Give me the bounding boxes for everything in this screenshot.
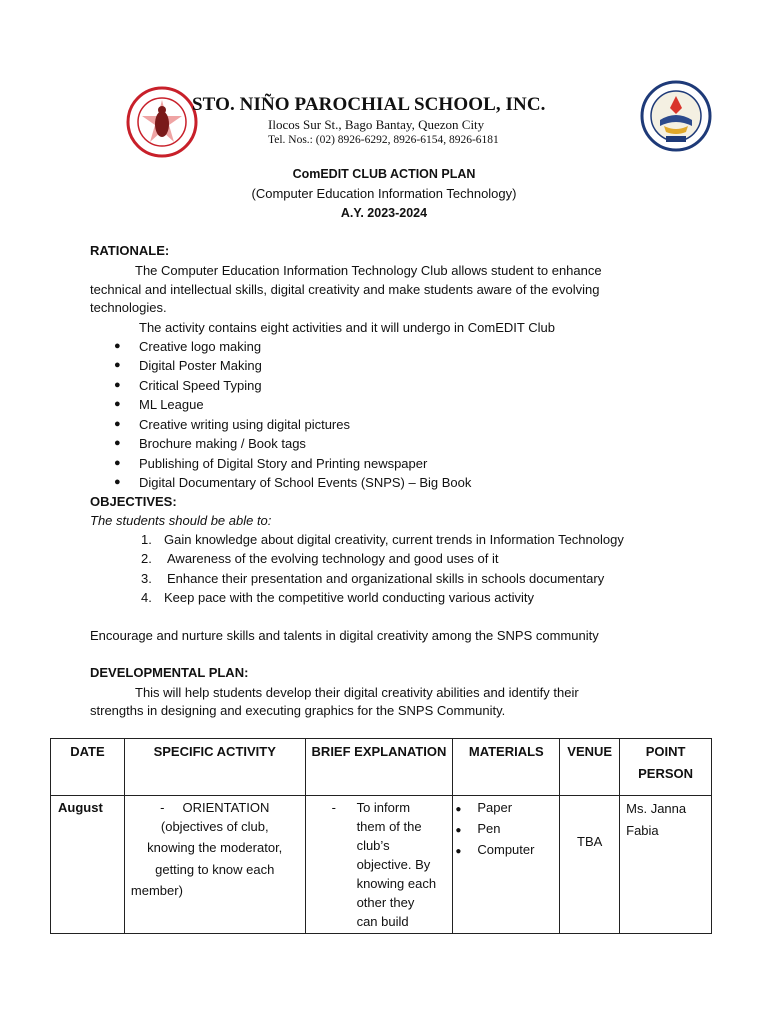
bullet-icon: ● [114,437,121,449]
doces-seal-icon [640,80,712,152]
col-header-materials: MATERIALS [453,739,560,796]
table-header-row [51,739,712,796]
point-person-line: Ms. Janna [626,801,687,816]
bullet-icon: ● [114,418,121,430]
rationale-line: technical and intellectual skills, digital creativity and make students aware of the evolving [90,282,600,297]
bullet-icon: ● [455,846,462,857]
list-item: Digital Documentary of School Events (SNPS) – Big Book [139,475,472,490]
objectives-heading: OBJECTIVES: [90,494,177,509]
bullet-icon: ● [455,804,462,815]
table-row [51,796,712,934]
objectives-closing: Encourage and nurture skills and talents in digital creativity among the SNPS community [90,628,599,643]
activity-detail: (objectives of club, [160,819,269,834]
explanation-line: other they [356,895,415,910]
list-number: 4. [141,590,152,605]
material-item: Computer [477,842,535,857]
objective-item: Enhance their presentation and organizational skills in schools documentary [167,571,605,586]
list-number: 3. [141,571,152,586]
rationale-heading: RATIONALE: [90,243,170,258]
list-item: ML League [139,397,204,412]
rationale-line: technologies. [90,300,167,315]
explanation-line: To inform [356,800,411,815]
col-header-explanation: BRIEF EXPLANATION [305,739,453,796]
activity-title: ORIENTATION [182,800,270,815]
cell-materials [453,796,560,934]
academic-year: A.Y. 2023-2024 [340,206,428,220]
activity-detail: getting to know each [155,862,275,877]
developmental-plan-heading: DEVELOPMENTAL PLAN: [90,665,249,680]
list-item [455,798,555,819]
cell-activity [124,796,305,934]
list-item: Publishing of Digital Story and Printing newspaper [139,456,428,471]
point-person-line: Fabia [626,823,659,838]
list-item: Critical Speed Typing [139,378,262,393]
material-item: Paper [477,800,513,815]
list-item: Creative logo making [139,339,262,354]
explanation-line: can build [356,914,409,929]
explanation-line: knowing each [356,876,437,891]
materials-list [455,798,555,861]
list-number: 2. [141,551,152,566]
list-item: Brochure making / Book tags [139,436,306,451]
bullet-icon: ● [114,340,121,352]
action-plan-table [50,738,712,934]
bullet-icon: ● [114,359,121,371]
objectives-intro: The students should be able to: [90,513,272,528]
activity-detail: member) [130,883,183,898]
col-header-point-person-line1: POINT [645,744,686,759]
developmental-plan-line: strengths in designing and executing graphics for the SNPS Community. [90,703,506,718]
col-header-activity: SPECIFIC ACTIVITY [124,739,305,796]
bullet-icon: ● [114,476,121,488]
bullet-icon: ● [114,457,121,469]
explanation-line: them of the [356,819,422,834]
list-item [455,840,555,861]
bullet-icon: ● [455,825,462,836]
col-header-point-person [620,739,712,796]
explanation-line: club’s [356,838,390,853]
list-number: 1. [141,532,152,547]
dash-marker: - [160,800,165,815]
school-address: Ilocos Sur St., Bago Bantay, Quezon City [268,117,485,132]
list-item: Creative writing using digital pictures [139,417,350,432]
developmental-plan-line: This will help students develop their digital creativity abilities and identify their [135,685,579,700]
cell-venue: TBA [560,796,620,934]
list-item [455,819,555,840]
col-header-date: DATE [51,739,125,796]
activities-intro: The activity contains eight activities and it will undergo in ComEDIT Club [139,320,555,335]
school-name: STO. NIÑO PAROCHIAL SCHOOL, INC. [192,94,546,115]
bullet-icon: ● [114,379,121,391]
cell-explanation [305,796,453,934]
bullet-icon: ● [114,398,121,410]
plan-subtitle: (Computer Education Information Technology) [251,186,517,201]
col-header-point-person-line2: PERSON [638,766,694,781]
dash-marker: - [331,800,336,815]
cell-point-person [620,796,712,934]
school-telephone: Tel. Nos.: (02) 8926-6292, 8926-6154, 8926-6181 [268,134,499,146]
activity-detail: knowing the moderator, [147,840,283,855]
col-header-venue: VENUE [560,739,620,796]
explanation-line: objective. By [356,857,431,872]
objective-item: Gain knowledge about digital creativity, current trends in Information Technology [164,532,624,547]
material-item: Pen [477,821,501,836]
objective-item: Awareness of the evolving technology and good uses of it [167,551,499,566]
list-item: Digital Poster Making [139,358,262,373]
objective-item: Keep pace with the competitive world conducting various activity [164,590,534,605]
plan-title: ComEDIT CLUB ACTION PLAN [292,167,476,181]
rationale-line: The Computer Education Information Technology Club allows student to enhance [135,263,602,278]
cell-date: August [51,796,125,934]
